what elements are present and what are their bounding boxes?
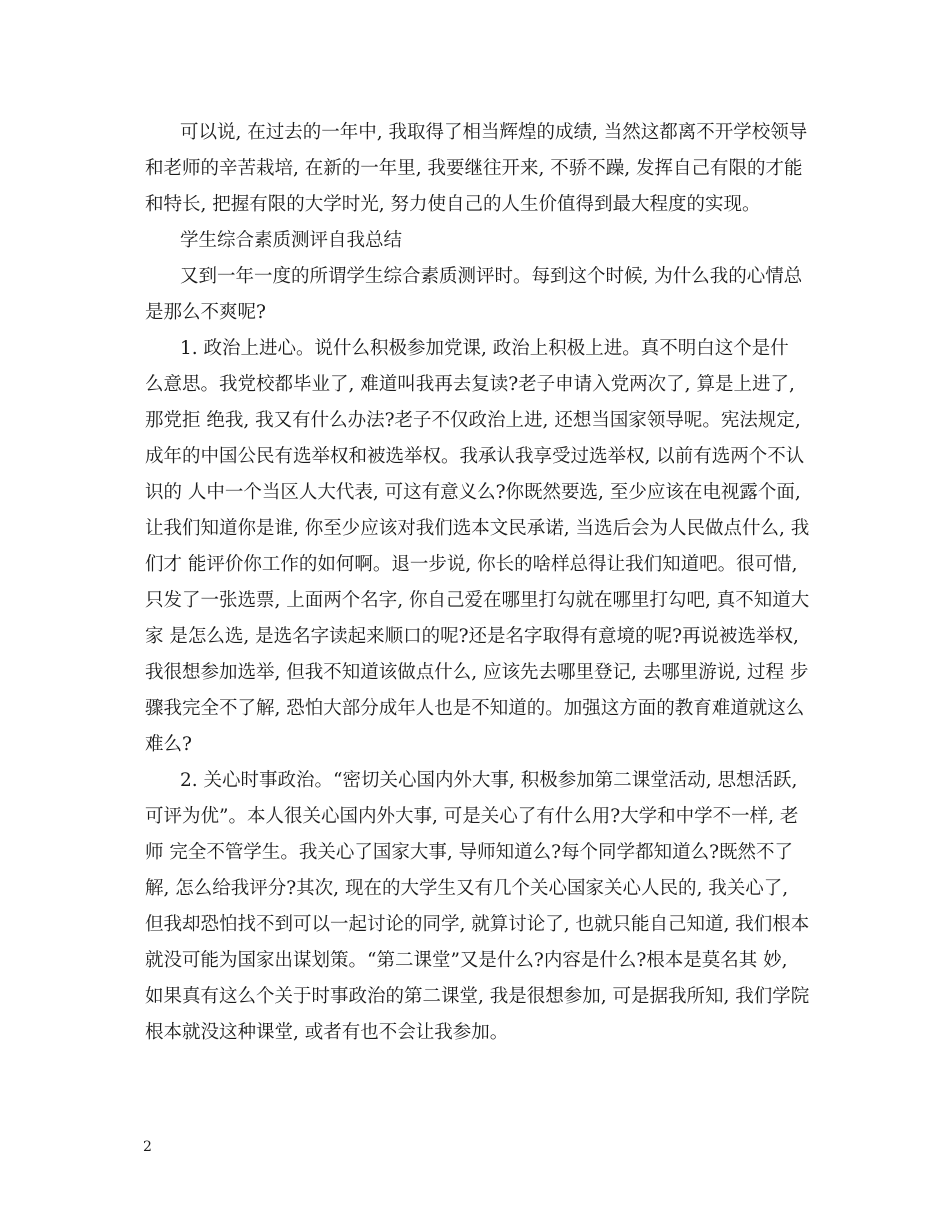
text-line: 成年的中国公民有选举权和被选举权。我承认我享受过选举权, 以前有选两个不认 xyxy=(145,446,805,467)
text-line: 就没可能为国家出谋划策。“第二课堂”又是什么?内容是什么?根本是莫名其 妙, xyxy=(145,950,788,971)
text-line: 只发了一张选票, 上面两个名字, 你自己爱在哪里打勾就在哪里打勾吧, 真不知道大 xyxy=(145,590,810,611)
text-line: 识的 人中一个当区人大代表, 可这有意义么?你既然要选, 至少应该在电视露个面, xyxy=(145,482,801,503)
section-title: 学生综合素质测评自我总结 xyxy=(180,230,403,251)
text-line: 可以说, 在过去的一年中, 我取得了相当辉煌的成绩, 当然这都离不开学校领导 xyxy=(180,122,808,143)
text-line: 又到一年一度的所谓学生综合素质测评时。每到这个时候, 为什么我的心情总 xyxy=(180,266,803,287)
text-line: 和特长, 把握有限的大学时光, 努力使自己的人生价值得到最大程度的实现。 xyxy=(145,194,761,215)
text-line: 但我却恐怕找不到可以一起讨论的同学, 就算讨论了, 也就只能自己知道, 我们根本 xyxy=(145,914,810,935)
text-line: 让我们知道你是谁, 你至少应该对我们选本文民承诺, 当选后会为人民做点什么, 我 xyxy=(145,518,810,539)
text-line: 是那么不爽呢? xyxy=(145,302,266,323)
text-line: 骤我完全不了解, 恐怕大部分成年人也是不知道的。加强这方面的教育难道就这么 xyxy=(145,698,805,719)
text-line: 解, 怎么给我评分?其次, 现在的大学生又有几个关心国家关心人民的, 我关心了, xyxy=(145,878,789,899)
page-number: 2 xyxy=(143,1139,152,1155)
text-line: 难么? xyxy=(145,734,192,755)
text-line: 家 是怎么选, 是选名字读起来顺口的呢?还是名字取得有意境的呢?再说被选举权, xyxy=(145,626,799,647)
text-line: 和老师的辛苦栽培, 在新的一年里, 我要继往开来, 不骄不躁, 发挥自己有限的才能 xyxy=(145,158,803,179)
text-line: 师 完全不管学生。我关心了国家大事, 导师知道么?每个同学都知道么?既然不了 xyxy=(145,842,793,863)
text-line: 么意思。我党校都毕业了, 难道叫我再去复读?老子申请入党两次了, 算是上进了, xyxy=(145,374,795,395)
text-line: 可评为优”。本人很关心国内外大事, 可是关心了有什么用?大学和中学不一样, 老 xyxy=(145,806,799,827)
list-item-2-line: 2. 关心时事政治。“密切关心国内外大事, 积极参加第二课堂活动, 思想活跃, xyxy=(180,770,798,791)
text-line: 根本就没这种课堂, 或者有也不会让我参加。 xyxy=(145,1022,509,1043)
text-line: 我很想参加选举, 但我不知道该做点什么, 应该先去哪里登记, 去哪里游说, 过程 步 xyxy=(145,662,809,683)
list-item-1-line: 1. 政治上进心。说什么积极参加党课, 政治上积极上进。真不明白这个是什 xyxy=(180,338,789,359)
text-line: 们才 能评价你工作的如何啊。退一步说, 你长的啥样总得让我们知道吧。很可惜, xyxy=(145,554,798,575)
text-line: 如果真有这么个关于时事政治的第二课堂, 我是很想参加, 可是据我所知, 我们学院 xyxy=(145,986,810,1007)
text-line: 那党拒 绝我, 我又有什么办法?老子不仅政治上进, 还想当国家领导呢。宪法规定, xyxy=(145,410,801,431)
